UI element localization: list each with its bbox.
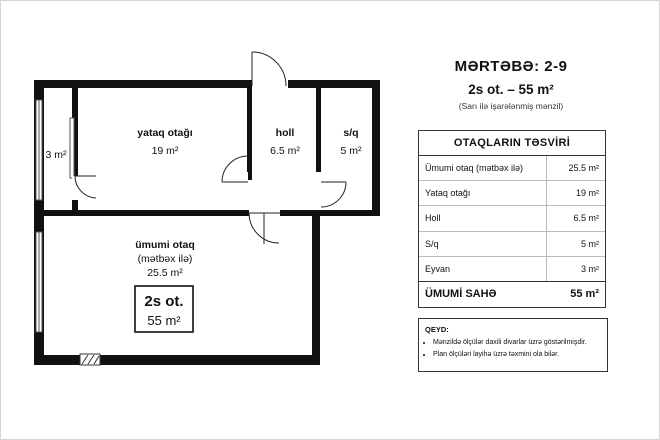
wall-hall-bath: [316, 88, 321, 180]
table-row: [419, 156, 605, 181]
door-bathroom: [316, 172, 346, 210]
badge-area: 55 m²: [147, 313, 181, 328]
notes-title: QEYD:: [425, 325, 449, 334]
note-item: • Mənzildə ölçülər daxili divarlar üzrə göstərilmişdir.: [433, 339, 603, 346]
door-living: [249, 212, 281, 244]
wall-balcony-low: [72, 200, 78, 212]
row-label: Ümumi otaq (mətbəx ilə): [419, 156, 547, 180]
notes-list: [425, 339, 603, 358]
table-row: [419, 181, 605, 206]
total-value: 55 m²: [570, 287, 599, 300]
wall-middle-right: [280, 210, 320, 216]
wall-middle: [34, 210, 249, 216]
table-row: [419, 206, 605, 231]
note-item: • Plan ölçüləri layihə üzrə təxmini ola bilər.: [433, 351, 603, 358]
row-label: Yataq otağı: [419, 181, 547, 205]
wall-top-right: [288, 80, 380, 88]
walls: [34, 80, 380, 365]
door-bedroom: [222, 156, 248, 210]
row-value: 3 m²: [581, 263, 599, 274]
living-name: ümumi otaq: [135, 239, 195, 251]
wall-bath-bottom: [316, 210, 380, 216]
door-balcony: [72, 176, 98, 200]
row-value: 6.5 m²: [573, 213, 599, 224]
table-title: OTAQLARIN TƏSVİRİ: [419, 131, 605, 156]
hall-area: 6.5 m²: [270, 145, 300, 157]
apartment-subtitle: 2s ot. – 55 m²: [468, 82, 554, 97]
row-label: Eyvan: [419, 257, 547, 281]
living-area: 25.5 m²: [147, 267, 183, 279]
row-value: 25.5 m²: [568, 163, 599, 173]
rooms-table: [418, 130, 606, 308]
row-value: 19 m²: [575, 188, 599, 199]
radiator: [80, 354, 100, 365]
door-entrance: [252, 52, 288, 86]
row-value: 5 m²: [581, 238, 599, 249]
wall-right: [372, 80, 380, 216]
row-label: S/q: [419, 232, 547, 256]
total-label: ÜMUMİ SAHƏ: [425, 287, 497, 300]
bedroom-name: yataq otağı: [137, 127, 193, 139]
balcony-area: 3 m²: [45, 149, 67, 161]
window-bedroom: [70, 118, 74, 178]
wall-bedroom-hall: [247, 88, 252, 180]
table-row: [419, 257, 605, 281]
hall-name: holl: [275, 127, 295, 139]
floor-title: MƏRTƏBƏ: 2-9: [454, 58, 568, 75]
highlight-note: (Sarı ilə işarələnmiş mənzil): [458, 101, 564, 111]
bathroom-name: s/q: [343, 127, 359, 139]
living-sub: (mətbəx ilə): [137, 253, 193, 265]
total-row: [419, 281, 605, 307]
notes-box: [418, 318, 608, 372]
row-label: Holl: [419, 206, 547, 230]
wall-top-left: [34, 80, 252, 88]
apartment-badge: [135, 286, 193, 332]
badge-rooms: 2s ot.: [144, 293, 184, 310]
wall-bottom: [34, 355, 320, 365]
bedroom-area: 19 m²: [151, 145, 179, 157]
title-block: [416, 58, 606, 111]
bathroom-area: 5 m²: [340, 145, 362, 157]
wall-living-right: [312, 212, 320, 365]
table-row: [419, 232, 605, 257]
